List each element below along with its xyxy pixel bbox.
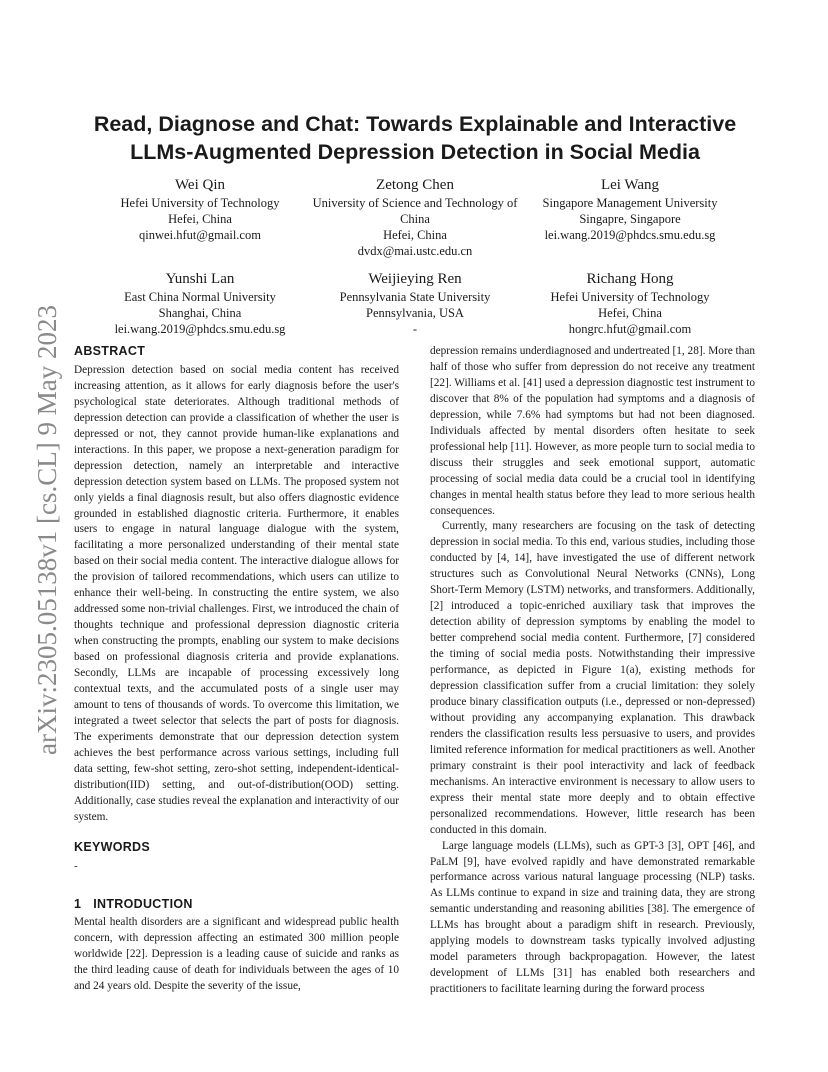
intro-paragraph-1-continued: depression remains underdiagnosed and undertreated [1, 28]. More than half of those who suffer from depression do not receive any treatment [22]. Williams et al. [41] used a depression diagnostic test instrument to discover that 8% of the population had symptoms and a diagnosis of depression, while 7.6% had symptoms but had not been diagnosed. Individuals affected by mental disorders often hesitate to seek professional help [11]. However, as more people turn to social media to discuss their struggles and seek emotional support, automatic processing of social media data could be a crucial tool in identifying changes in mental health status before they lead to more serious health consequences.	[430, 345, 755, 517]
author-block	[95, 269, 305, 337]
author-block	[525, 269, 735, 337]
intro-paragraph-2: Currently, many researchers are focusing on the task of detecting depression in social media. To this end, various studies, including those conducted by [4, 14], have investigated the use of different network structures such as Convolutional Neural Networks (CNNs), Long Short-Term Memory (LSTM) networks, and transformers. Additionally, [2] introduced a topic-enriched auxiliary task that improves the detection ability of depression symptoms by enabling the model to better comprehend social media content. Furthermore, [7] considered the timing of social media posts. Notwithstanding their impressive performance, as depicted in Figure 1(a), existing methods for depression classification suffer from a crucial limitation: they solely produce binary classification outputs (i.e., depressed or non-depressed) without providing any accompanying explanation. This drawback renders the classification results less persuasive to users, and provides limited reference information for medical practitioners as well. Another primary constraint is their pool interactivity and lack of feedback mechanisms. An interactive environment is necessary to allow users to express their mental state more deeply and to obtain effective personalized recommendations. However, little research has been conducted in this domain.	[430, 520, 755, 836]
author-affiliation: Hefei University of Technology	[120, 196, 280, 210]
author-email: lei.wang.2019@phdcs.smu.edu.sg	[544, 228, 716, 242]
author-email: lei.wang.2019@phdcs.smu.edu.sg	[114, 322, 286, 336]
keywords-value: -	[74, 859, 78, 872]
author-affiliation: Hefei University of Technology	[550, 290, 710, 304]
author-location: Shanghai, China	[158, 306, 242, 320]
section-number: 1	[74, 896, 82, 911]
author-block	[95, 175, 305, 259]
author-row-1	[95, 175, 735, 259]
author-email: hongrc.hfut@gmail.com	[568, 322, 692, 336]
author-affiliation: University of Science and Technology of China	[312, 196, 518, 226]
intro-paragraph-1: Mental health disorders are a significant and widespread public health concern, with depression affecting an estimated 300 million people worldwide [22]. Depression is a leading cause of suicide and ranks as the third leading cause of death for individuals between the ages of 10 and 24 years old. Despite the severity of the issue,	[74, 916, 399, 993]
right-column	[430, 344, 755, 998]
author-location: Hefei, China	[168, 212, 232, 226]
paper-title: Read, Diagnose and Chat: Towards Explainable and Interactive LLMs-Augmented Depression Detection in Social Media	[93, 112, 737, 164]
author-name: Wei Qin	[174, 177, 226, 193]
author-block	[310, 175, 520, 259]
author-affiliation: Pennsylvania State University	[339, 290, 491, 304]
author-name: Richang Hong	[586, 271, 674, 287]
left-column	[74, 344, 399, 995]
author-block	[310, 269, 520, 337]
author-name: Zetong Chen	[376, 177, 454, 193]
author-name: Yunshi Lan	[165, 271, 235, 287]
author-location: Hefei, China	[598, 306, 662, 320]
author-email: -	[412, 322, 418, 336]
introduction-heading	[74, 897, 399, 913]
author-location: Singapre, Singapore	[579, 212, 681, 226]
arxiv-identifier-stamp	[22, 120, 66, 820]
arxiv-identifier-text: arXiv:2305.05138v1 [cs.CL] 9 May 2023	[32, 305, 62, 755]
abstract-heading: ABSTRACT	[74, 344, 146, 358]
author-affiliation: East China Normal University	[124, 290, 276, 304]
author-email: dvdx@mai.ustc.edu.cn	[357, 244, 473, 258]
author-email: qinwei.hfut@gmail.com	[139, 228, 261, 242]
keywords-heading: KEYWORDS	[74, 839, 151, 854]
author-name: Weijieying Ren	[368, 271, 462, 287]
author-row-2	[95, 269, 735, 337]
author-block	[525, 175, 735, 259]
author-location: Hefei, China	[383, 228, 447, 242]
author-name: Lei Wang	[600, 177, 660, 193]
intro-paragraph-3: Large language models (LLMs), such as GPT-3 [3], OPT [46], and PaLM [9], have evolved rapidly and have demonstrated remarkable performance across various natural language processing (NLP) tasks. As LLMs continue to expand in size and training data, they are strong semantic understanding and reasoning abilities [38]. The emergence of LLMs has brought about a paradigm shift in research. Previously, applying models to downstream tasks typically involved adjusting model parameters through backpropagation. However, the latest development of LLMs [31] has enabled both researchers and practitioners to facilitate learning during the forward process	[430, 839, 755, 996]
author-location: Pennsylvania, USA	[366, 306, 464, 320]
abstract-text: Depression detection based on social media content has received increasing attention, as it allows for early diagnosis before the user's psychological state deteriorates. Although traditional methods of depression detection can provide a classification of whether the user is depressed or not, they cannot provide human-like explanations and interactions. In this paper, we propose a next-generation paradigm for depression detection, namely an interpretable and interactive depression detection system based on LLMs. The proposed system not only yields a final diagnosis result, but also offers diagnostic evidence grounded in established diagnostic criteria. Furthermore, it enables users to engage in natural language dialogue with the system, facilitating a more personalized understanding of their mental state based on their social media content. The interactive dialogue allows for the provision of tailored recommendations, which users can utilize to enhance their well-being. In constructing the entire system, we also addressed some non-trivial challenges. First, we introduced the chain of thoughts technique and professional depression diagnostic criteria when constructing the prompts, enabling our system to make decisions based on professional diagnosis criteria and provide explanations. Secondly, LLMs are incapable of processing excessively long contextual texts, and the accumulated posts of a single user may amount to tens of thousands of words. To overcome this limitation, we integrated a tweet selector that selects the part of posts for diagnosis. The experiments demonstrate that our depression detection system achieves the best performance across various settings, including full data setting, few-shot setting, zero-shot setting, independent-identical-distribution(IID) setting, and out-of-distribution(OOD) setting. Additionally, case studies reveal the explanation and interactivity of our system.	[74, 363, 399, 823]
section-title: INTRODUCTION	[93, 896, 193, 911]
author-affiliation: Singapore Management University	[542, 196, 718, 210]
